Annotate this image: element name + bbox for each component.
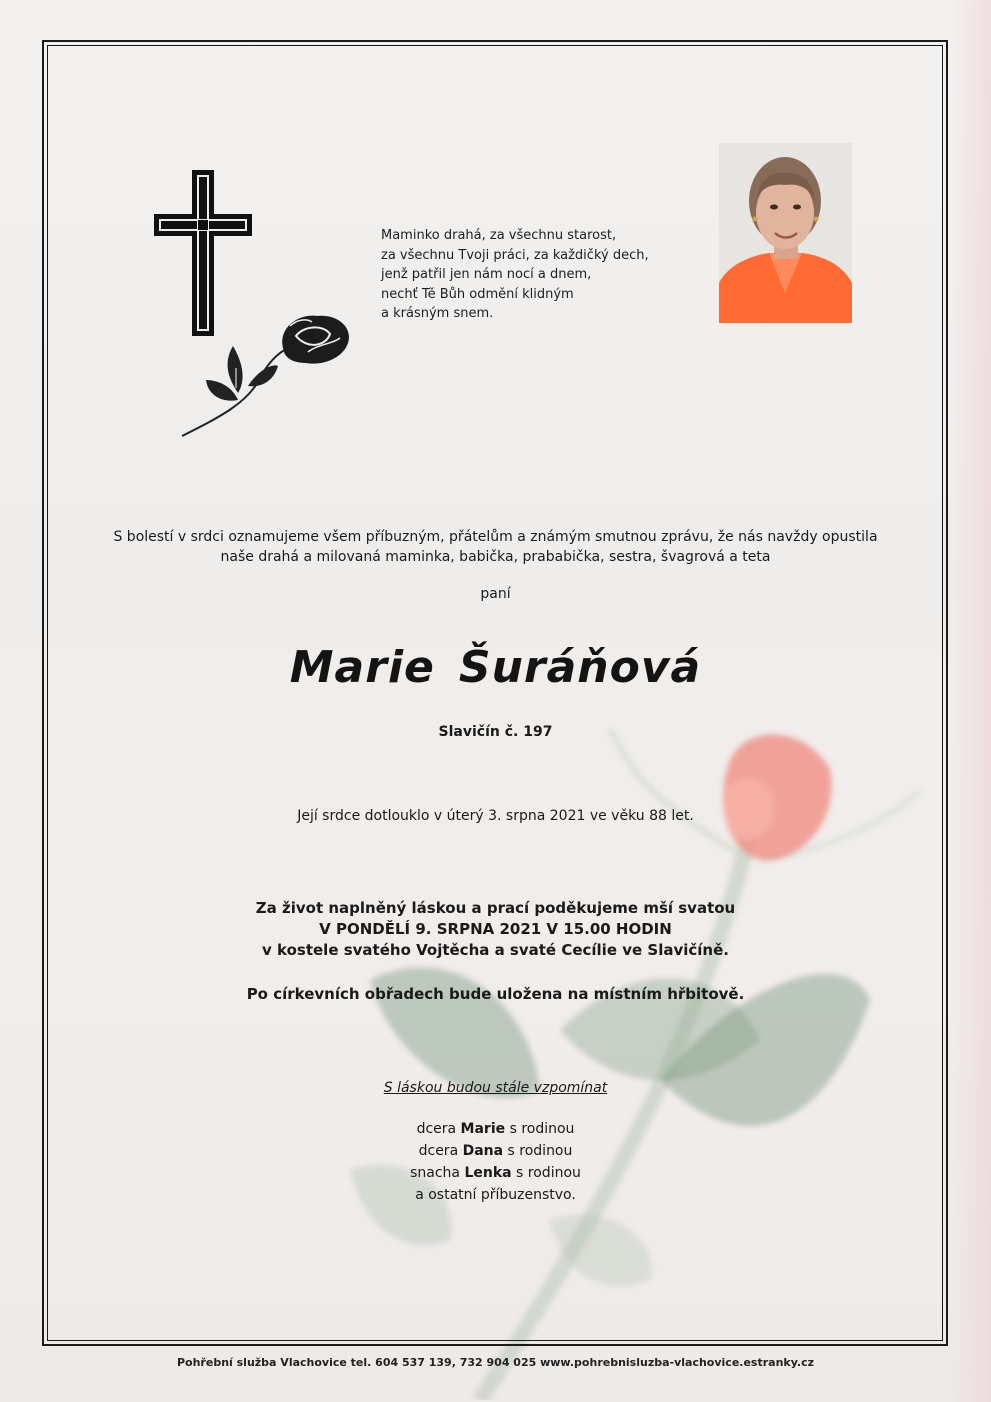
mourner-item: dcera Marie s rodinou bbox=[416, 1121, 575, 1137]
first-name: Marie bbox=[289, 642, 435, 693]
service-place: v kostele svatého Vojtěcha a svaté Cecílie ve Slavičíně. bbox=[262, 941, 729, 959]
death-notice: Její srdce dotlouklo v úterý 3. srpna 2021 ve věku 88 let. bbox=[297, 808, 694, 824]
poem-line: jenž patřil jen nám nocí a dnem, bbox=[381, 267, 592, 282]
funeral-service-footer: Pohřební služba Vlachovice tel. 604 537 139, 732 904 025 www.pohrebnisluzba-vlachovice.estranky.cz bbox=[176, 1356, 814, 1369]
announcement-line: naše drahá a milovaná maminka, babička, prababička, sestra, švagrová a teta bbox=[220, 549, 771, 565]
poem-line: za všechnu Tvoji práci, za každičký dech, bbox=[381, 247, 649, 263]
last-name: Šuráňová bbox=[458, 642, 702, 693]
portrait-image bbox=[719, 143, 852, 323]
portrait-photo bbox=[719, 143, 852, 323]
poem-line: nechť Tě Bůh odmění klidným bbox=[381, 286, 574, 302]
funeral-service-info bbox=[48, 898, 943, 961]
mourner-item: snacha Lenka s rodinou bbox=[410, 1165, 581, 1181]
mourners-heading: S láskou budou stále vzpomínat bbox=[383, 1080, 608, 1096]
mourner-item: dcera Dana s rodinou bbox=[418, 1143, 573, 1159]
address: Slavičín č. 197 bbox=[438, 724, 553, 740]
poem-line: a krásným snem. bbox=[381, 306, 494, 321]
announcement-line: S bolestí v srdci oznamujeme všem příbuzným, přátelům a známým smutnou zprávu, že nás navždy opustila bbox=[113, 529, 878, 545]
deceased-name bbox=[48, 642, 943, 693]
announcement-text bbox=[48, 527, 943, 567]
honorific: paní bbox=[480, 586, 511, 602]
service-date: V PONDĚLÍ 9. SRPNA 2021 V 15.00 HODIN bbox=[319, 920, 672, 938]
burial-info: Po církevních obřadech bude uložena na místním hřbitově. bbox=[246, 985, 745, 1003]
memorial-poem bbox=[381, 226, 701, 324]
paper-edge-tint bbox=[951, 0, 991, 1402]
service-line: Za život naplněný láskou a prací poděkujeme mší svatou bbox=[255, 899, 736, 917]
mourners-list bbox=[48, 1118, 943, 1206]
poem-line: Maminko drahá, za všechnu starost, bbox=[381, 228, 617, 243]
rose-icon bbox=[178, 308, 358, 443]
mourner-closing: a ostatní příbuzenstvo. bbox=[415, 1187, 576, 1203]
